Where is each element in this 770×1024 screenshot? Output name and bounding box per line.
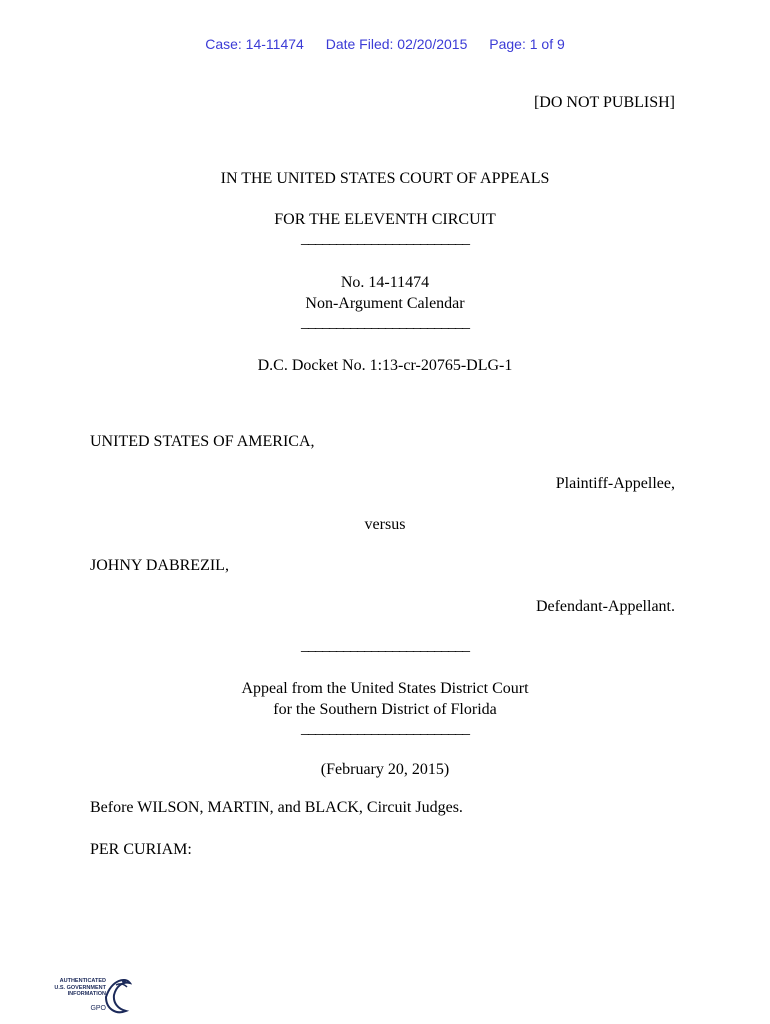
seal-text: AUTHENTICATED U.S. GOVERNMENT INFORMATION [54,978,106,997]
case-number: No. 14-11474 [340,274,430,291]
party-defendant: JOHNY DABREZIL, [90,557,229,574]
divider-rule: ________________________ [301,314,469,331]
appeal-district: for the Southern District of Florida [273,701,497,718]
circuit-title: FOR THE ELEVENTH CIRCUIT [274,211,496,228]
page-count-label: Page: 1 of 9 [489,36,565,52]
publish-note: [DO NOT PUBLISH] [533,94,675,111]
versus-label: versus [364,516,406,533]
divider-rule: ________________________ [301,720,469,737]
appeal-source: Appeal from the United States District Court [241,680,529,697]
seal-gpo-label: GPO [90,1005,106,1012]
plaintiff-role: Plaintiff-Appellee, [555,475,675,492]
gpo-authentication-seal [44,975,134,1017]
docket-number: D.C. Docket No. 1:13-cr-20765-DLG-1 [257,357,513,374]
defendant-role: Defendant-Appellant. [535,598,675,615]
divider-rule: ________________________ [301,637,469,654]
decision-date: (February 20, 2015) [320,761,450,778]
divider-rule: ________________________ [301,230,469,247]
filing-header [0,36,770,52]
court-title: IN THE UNITED STATES COURT OF APPEALS [220,170,550,187]
panel-judges: Before WILSON, MARTIN, and BLACK, Circuit Judges. [90,799,463,816]
case-number-label: Case: 14-11474 [205,36,304,52]
eagle-icon [102,975,132,1017]
calendar-type: Non-Argument Calendar [305,295,465,312]
date-filed-label: Date Filed: 02/20/2015 [325,36,468,52]
party-plaintiff: UNITED STATES OF AMERICA, [90,433,315,450]
per-curiam: PER CURIAM: [90,841,192,858]
